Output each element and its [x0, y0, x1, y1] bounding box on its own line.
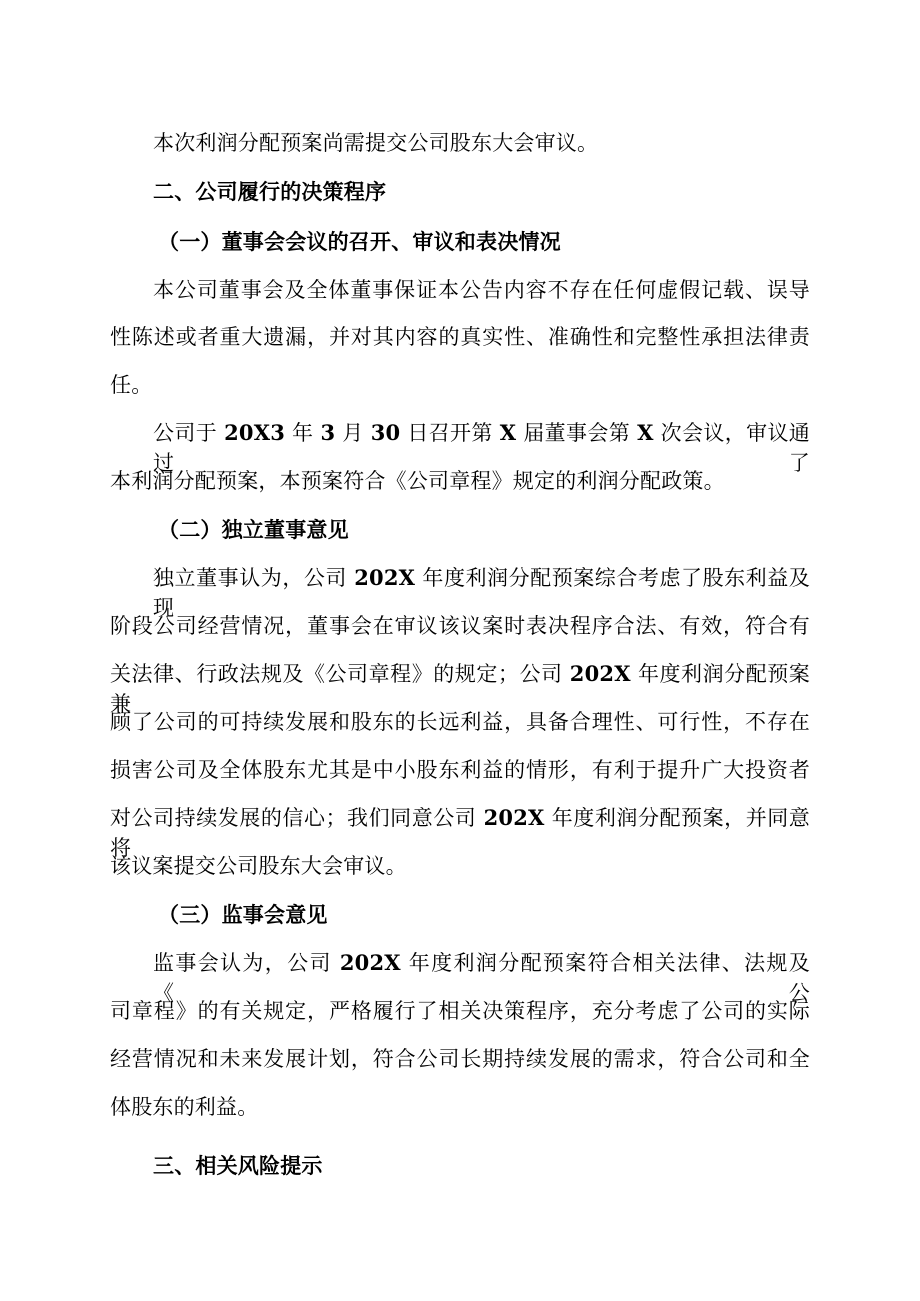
paragraph-line: 经营情况和未来发展计划，符合公司长期持续发展的需求，符合公司和全: [110, 1047, 810, 1071]
text-run: 公司于: [153, 421, 225, 445]
text-run: 对公司持续发展的信心；我们同意公司: [110, 806, 484, 830]
section-heading-2: 二、公司履行的决策程序: [153, 179, 387, 204]
text-run: 年: [285, 421, 321, 445]
paragraph-line: 司章程》的有关规定，严格履行了相关决策程序，充分考虑了公司的实际: [110, 999, 810, 1023]
section-heading-3: 三、相关风险提示: [153, 1153, 323, 1178]
board-session: X: [499, 420, 517, 445]
text-run: 日召开第: [400, 421, 500, 445]
date-day: 30: [370, 420, 401, 445]
paragraph-line: 阶段公司经营情况，董事会在审议该议案时表决程序合法、有效，符合有: [110, 614, 810, 638]
date-month: 3: [320, 420, 336, 445]
text-run: 年度利润分配预案兼: [110, 662, 810, 716]
fiscal-year: 202X: [483, 805, 545, 830]
subsection-heading-2-3: （三）监事会意见: [158, 902, 328, 927]
paragraph-line: 性陈述或者重大遗漏，并对其内容的真实性、准确性和完整性承担法律责: [110, 325, 810, 349]
text-run: 次会议，审议通过了: [153, 421, 810, 475]
fiscal-year: 202X: [339, 950, 401, 975]
meeting-number: X: [637, 420, 654, 445]
text-run: 年度利润分配预案符合相关法律、法规及《公: [153, 951, 810, 1005]
text-run: 年度利润分配预案，并同意将: [110, 806, 810, 860]
paragraph-line: 本公司董事会及全体董事保证本公告内容不存在任何虚假记载、误导: [153, 278, 810, 302]
paragraph-line: 损害公司及全体股东尤其是中小股东利益的情形，有利于提升广大投资者: [110, 758, 810, 782]
fiscal-year: 202X: [569, 661, 631, 686]
paragraph-line: 体股东的利益。: [110, 1095, 259, 1119]
text-run: 届董事会第: [516, 421, 638, 445]
date-year: 20X3: [224, 420, 286, 445]
paragraph-line: 该议案提交公司股东大会审议。: [110, 854, 407, 878]
text-run: 年度利润分配预案综合考虑了股东利益及现: [153, 566, 810, 620]
paragraph-line: 任。: [110, 373, 153, 397]
text-run: 月: [335, 421, 371, 445]
subsection-heading-2-1: （一）董事会会议的召开、审议和表决情况: [158, 229, 561, 254]
paragraph-line: 顾了公司的可持续发展和股东的长远利益，具备合理性、可行性，不存在: [110, 710, 810, 734]
subsection-heading-2-2: （二）独立董事意见: [158, 517, 349, 542]
fiscal-year: 202X: [354, 565, 416, 590]
text-run: 监事会认为，公司: [153, 951, 340, 975]
text-run: 关法律、行政法规及《公司章程》的规定；公司: [110, 662, 570, 686]
paragraph-line: 本次利润分配预案尚需提交公司股东大会审议。: [153, 131, 599, 155]
paragraph-line: 本利润分配预案，本预案符合《公司章程》规定的利润分配政策。: [110, 469, 725, 493]
text-run: 独立董事认为，公司: [153, 566, 355, 590]
